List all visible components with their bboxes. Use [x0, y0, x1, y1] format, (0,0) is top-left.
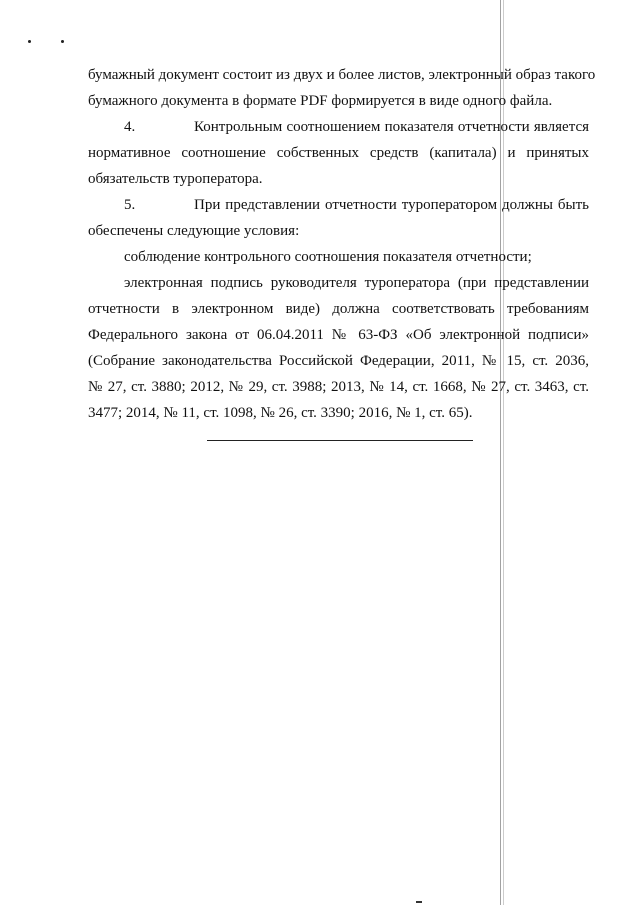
scan-dot-left — [28, 40, 31, 43]
text-line: обязательств туроператора. — [88, 171, 263, 187]
text-line: 3477; 2014, № 11, ст. 1098, № 26, ст. 3390; 2016, № 1, ст. 65). — [88, 405, 473, 421]
scan-dot-right — [61, 40, 64, 43]
paragraph-5-first-line — [88, 192, 589, 218]
end-rule — [207, 440, 473, 441]
condition-line: соблюдение контрольного соотношения показателя отчетности; — [124, 249, 532, 265]
paragraph-4-first-line — [88, 114, 589, 140]
text-line: нормативное соотношение собственных средств (капитала) и принятых — [88, 145, 589, 161]
text-line: Контрольным соотношением показателя отчетности является — [194, 119, 589, 135]
text-line: бумажный документ состоит из двух и более листов, электронный образ такого — [88, 67, 596, 83]
paragraph-number: 5. — [124, 197, 136, 213]
condition-line: электронная подпись руководителя туроператора (при представлении — [124, 275, 589, 291]
scan-mark — [416, 901, 422, 903]
text-line: При представлении отчетности туроператором должны быть — [194, 197, 589, 213]
text-line: (Собрание законодательства Российской Федерации, 2011, № 15, ст. 2036, — [88, 353, 589, 369]
text-line: обеспечены следующие условия: — [88, 223, 300, 239]
text-line: № 27, ст. 3880; 2012, № 29, ст. 3988; 2013, № 14, ст. 1668, № 27, ст. 3463, ст. — [88, 379, 589, 395]
text-line: отчетности в электронном виде) должна соответствовать требованиям — [88, 301, 589, 317]
text-line: Федерального закона от 06.04.2011 № 63-ФЗ «Об электронной подписи» — [88, 327, 589, 343]
document-body — [88, 62, 596, 426]
paragraph-number: 4. — [124, 119, 136, 135]
text-line: бумажного документа в формате PDF формируется в виде одного файла. — [88, 93, 553, 109]
